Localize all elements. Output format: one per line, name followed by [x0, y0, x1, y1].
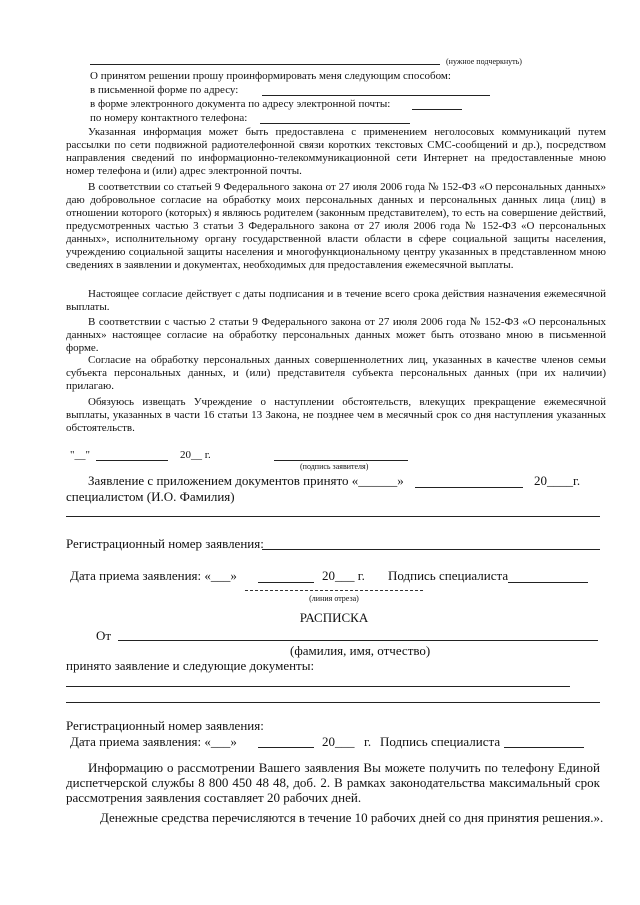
receipt-date-label: Дата приема заявления: «___»: [70, 734, 237, 749]
cut-line: [245, 590, 423, 591]
notify-intro: О принятом решении прошу проинформировать меня следующим способом:: [90, 70, 451, 82]
receipt-fio-field[interactable]: [118, 640, 598, 641]
registration-month-field[interactable]: [258, 582, 314, 583]
cut-line-label: (линия отреза): [309, 594, 359, 603]
receipt-title: РАСПИСКА: [299, 610, 369, 625]
registration-year: 20___ г.: [322, 568, 365, 583]
footer-funds: Денежные средства перечисляются в течение 10 рабочих дней со дня принятия решения.».: [100, 810, 604, 825]
paragraph-family-consent: Согласие на обработку персональных данных совершеннолетних лиц, указанных в качестве членов семьи субъекта персональных данных, и (или) представителя субъекта персональных данных (при их наличии) прилагаю.: [66, 354, 606, 392]
paragraph-validity: Настоящее согласие действует с даты подписания и в течение всего срока действия назначения ежемесячной выплаты.: [66, 288, 606, 313]
paragraph-communication: Указанная информация может быть предоставлена с применением неголосовых коммуникаций путем рассылки по сети подвижной радиотелефонной связи коротких текстовых СМС-сообщений и др.), посредством направления сведений по информационно-телекоммуникационной сети Интернет на предоставленные мною номер телефона и (или) адрес электронной почты.: [66, 126, 606, 177]
receipt-docs-line-1[interactable]: [66, 686, 570, 687]
applicant-signature-field[interactable]: [274, 460, 408, 461]
receipt-year-suffix: г.: [364, 734, 372, 749]
receipt-year: 20___: [322, 734, 355, 749]
acceptance-date-field[interactable]: [415, 487, 523, 488]
specialist-label: специалистом (И.О. Фамилия): [66, 489, 235, 504]
acceptance-year: 20____г.: [534, 473, 581, 488]
post-address-field[interactable]: [262, 95, 490, 96]
paragraph-revocation: В соответствии с частью 2 статьи 9 Федерального закона от 27 июля 2006 года № 152-ФЗ «О персональных данных» настоящее согласие на обработку персональных данных может быть отозвано мною в письменной форме.: [66, 316, 606, 354]
paragraph-obligation: Обязуюсь извещать Учреждение о наступлении обстоятельств, влекущих прекращение ежемесячной выплаты, указанных в части 16 статьи 13 Закона, не позднее чем в месячный срок со дня наступления указанных обстоятельств.: [66, 396, 606, 434]
receipt-docs-line-2[interactable]: [66, 702, 600, 703]
applicant-signature-caption: (подпись заявителя): [300, 462, 369, 471]
notify-post-label: в письменной форме по адресу:: [90, 84, 239, 96]
receipt-number-label: Регистрационный номер заявления:: [66, 718, 264, 733]
receipt-month-field[interactable]: [258, 747, 314, 748]
top-blank-line[interactable]: [90, 64, 440, 65]
registration-signature-field[interactable]: [508, 582, 588, 583]
receipt-from-label: От: [96, 628, 112, 643]
registration-date-label: Дата приема заявления: «___»: [70, 568, 237, 583]
acceptance-line: Заявление с приложением документов принято «______»: [88, 473, 404, 488]
signature-year: 20__ г.: [180, 449, 211, 461]
registration-number-label: Регистрационный номер заявления:: [66, 536, 264, 551]
signature-day: "__": [70, 449, 90, 461]
registration-signature-label: Подпись специалиста: [388, 568, 509, 583]
notify-email-label: в форме электронного документа по адресу электронной почты:: [90, 98, 391, 110]
footer-info: Информацию о рассмотрении Вашего заявления Вы можете получить по телефону Единой диспетчерской службы 8 800 450 48 48, доб. 2. В рамках законодательства максимальный срок рассмотрения заявления составляет 20 рабочих дней.: [66, 760, 600, 805]
receipt-docs-label: принято заявление и следующие документы:: [66, 658, 315, 673]
notify-phone-label: по номеру контактного телефона:: [90, 112, 248, 124]
receipt-signature-field[interactable]: [504, 747, 584, 748]
email-field[interactable]: [412, 109, 462, 110]
specialist-name-field[interactable]: [66, 516, 600, 517]
receipt-signature-label: Подпись специалиста: [380, 734, 501, 749]
underline-hint: (нужное подчеркнуть): [446, 57, 522, 66]
phone-field[interactable]: [260, 123, 410, 124]
receipt-fio-caption: (фамилия, имя, отчество): [290, 643, 431, 658]
signature-month-field[interactable]: [96, 460, 168, 461]
registration-number-field[interactable]: [262, 549, 600, 550]
paragraph-consent: В соответствии со статьей 9 Федерального закона от 27 июля 2006 года № 152-ФЗ «О персональных данных» даю добровольное согласие на обработку моих персональных данных и персональных данных лица (лиц) в отношении которого (которых) я являюсь родителем (законным представителем), то есть на совершение действий, предусмотренных частью 3 статьи 3 Федерального закона от 27 июля 2006 года № 152-ФЗ «О персональных данных», исполнительному органу государственной власти области в сфере социальной защиты населения, учреждению социальной защиты населения и многофункциональному центру указанных в представленном мною сведениях в заявлении и документах, необходимых для предоставления ежемесячной выплаты.: [66, 181, 606, 271]
